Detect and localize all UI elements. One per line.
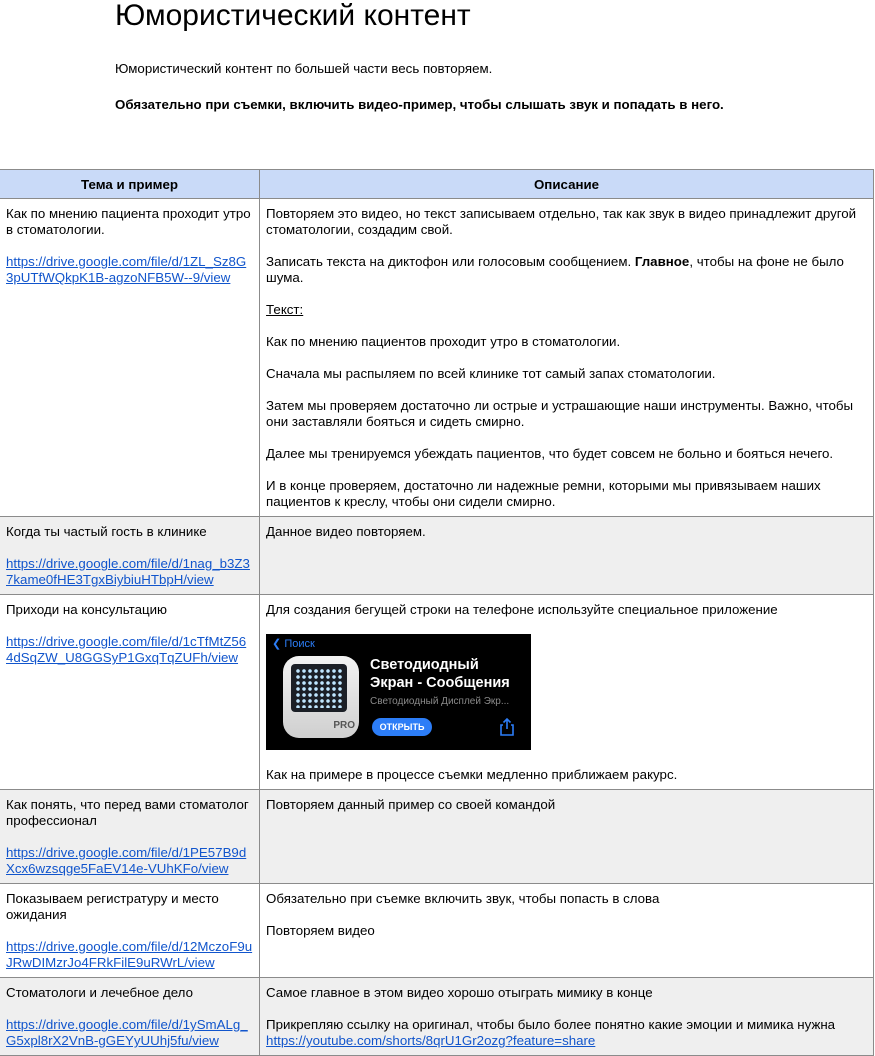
script-line: Сначала мы распыляем по всей клинике тот самый запах стоматологии. — [266, 366, 716, 381]
open-app-button: ОТКРЫТЬ — [372, 718, 432, 736]
script-line: Как по мнению пациентов проходит утро в стоматологии. — [266, 334, 621, 349]
topic-title: Как понять, что перед вами стоматолог профессионал — [6, 797, 249, 828]
table-row — [0, 978, 874, 1056]
table-header-row — [0, 170, 874, 199]
description-text: Данное видео повторяем. — [266, 524, 426, 539]
video-link[interactable]: https://drive.google.com/file/d/12MczoF9uJRwDIMzrJo4FRkFilE9uRWrL/view — [6, 939, 253, 970]
description-text: Записать текста на диктофон или голосовым сообщением. Главное, чтобы на фоне не было шума. — [266, 254, 844, 285]
topic-cell — [0, 199, 260, 517]
description-cell — [260, 978, 874, 1056]
topic-cell — [0, 884, 260, 978]
description-text: Как на примере в процессе съемки медленно приближаем ракурс. — [266, 767, 678, 782]
description-cell — [260, 884, 874, 978]
description-cell — [260, 790, 874, 884]
chevron-left-icon: ❮ — [272, 638, 282, 650]
topic-cell — [0, 790, 260, 884]
description-text: Для создания бегущей строки на телефоне используйте специальное приложение — [266, 602, 778, 617]
description-text: Повторяем видео — [266, 923, 375, 938]
column-header-topic: Тема и пример — [0, 170, 260, 199]
table-row — [0, 790, 874, 884]
topic-cell — [0, 978, 260, 1056]
text-label: Текст: — [266, 302, 304, 317]
description-cell — [260, 199, 874, 517]
video-link[interactable]: https://drive.google.com/file/d/1nag_b3Z37kame0fHE3TgxBiybiuHTbpH/view — [6, 556, 250, 587]
led-display-app-icon — [283, 656, 359, 738]
intro-bold-text: Обязательно при съемки, включить видео-пример, чтобы слышать звук и попадать в него. — [115, 97, 724, 112]
content-table — [0, 169, 874, 1056]
video-link[interactable]: https://drive.google.com/file/d/1ZL_Sz8G3pUTfWQkpK1B-agzoNFB5W--9/view — [6, 254, 247, 285]
script-line: И в конце проверяем, достаточно ли надежные ремни, которыми мы привязываем наших пациентов к креслу, чтобы они сидели смирно. — [266, 478, 821, 509]
table-row — [0, 517, 874, 595]
youtube-link[interactable]: https://youtube.com/shorts/8qrU1Gr2ozg?feature=share — [266, 1033, 596, 1048]
table-row — [0, 884, 874, 978]
topic-title: Приходи на консультацию — [6, 602, 168, 617]
topic-title: Как по мнению пациента проходит утро в стоматологии. — [6, 206, 251, 237]
topic-cell — [0, 595, 260, 790]
video-link[interactable]: https://drive.google.com/file/d/1PE57B9dXcx6wzsqge5FaEV14e-VUhKFo/view — [6, 845, 247, 876]
pro-label: PRO — [333, 720, 356, 731]
description-text: Прикрепляю ссылку на оригинал, чтобы было более понятно какие эмоции и мимика нужна https://youtube.com/shorts/8qrU1Gr2ozg?feature=share — [266, 1017, 836, 1048]
table-row — [0, 199, 874, 517]
table-row — [0, 595, 874, 790]
topic-title: Показываем регистратуру и место ожидания — [6, 891, 219, 922]
emphasis-text: Главное — [634, 254, 690, 269]
description-cell — [260, 517, 874, 595]
video-link[interactable]: https://drive.google.com/file/d/1cTfMtZ564dSqZW_U8GGSyP1GxqTqZUFh/view — [6, 634, 247, 665]
topic-title: Когда ты частый гость в клинике — [6, 524, 207, 539]
app-name: Светодиодный Экран - Сообщения — [370, 657, 510, 691]
description-text: Самое главное в этом видео хорошо отыграть мимику в конце — [266, 985, 653, 1000]
script-line: Затем мы проверяем достаточно ли острые и устрашающие наши инструменты. Важно, чтобы они заставляли бояться и сидеть смирно. — [266, 398, 854, 429]
app-subtitle: Светодиодный Дисплей Экр... — [370, 696, 510, 707]
script-line: Далее мы тренируемся убеждать пациентов, что будет совсем не больно и бояться нечего. — [266, 446, 834, 461]
description-text: Обязательно при съемке включить звук, чтобы попасть в слова — [266, 891, 660, 906]
column-header-description: Описание — [260, 170, 874, 199]
topic-title: Стоматологи и лечебное дело — [6, 985, 193, 1000]
page-title: Юмористический контент — [115, 0, 471, 32]
topic-cell — [0, 517, 260, 595]
description-text: Повторяем данный пример со своей командой — [266, 797, 556, 812]
description-cell — [260, 595, 874, 790]
description-text: Повторяем это видео, но текст записываем отдельно, так как звук в видео принадлежит другой стоматологии, создадим свой. — [266, 206, 857, 237]
share-icon — [497, 717, 517, 737]
video-link[interactable]: https://drive.google.com/file/d/1ySmALg_G5xpl8rX2VnB-gGEYyUUhj5fu/view — [6, 1017, 248, 1048]
intro-text: Юмористический контент по большей части весь повторяем. — [115, 61, 493, 76]
back-link: ❮ Поиск — [272, 638, 315, 650]
app-store-screenshot — [266, 634, 531, 750]
